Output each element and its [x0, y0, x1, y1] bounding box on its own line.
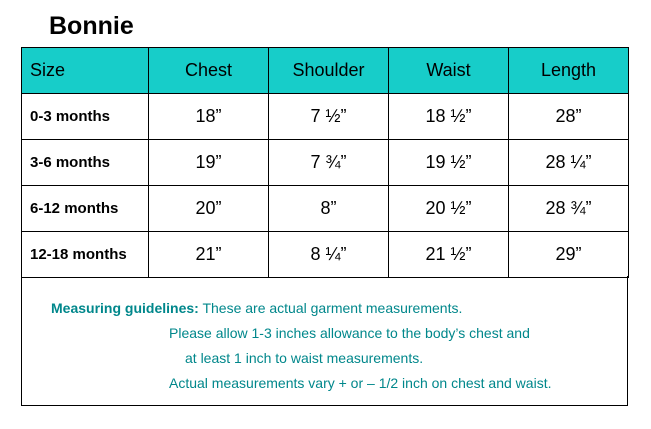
notes-line-3: at least 1 inch to waist measurements. — [185, 350, 424, 366]
page-title: Bonnie — [49, 12, 134, 40]
length-cell: 29” — [509, 232, 629, 278]
waist-cell: 18 ½” — [389, 94, 509, 140]
chest-cell: 19” — [149, 140, 269, 186]
notes-line-4: Actual measurements vary + or – 1/2 inch on chest and waist. — [169, 375, 552, 391]
length-cell: 28 ¾” — [509, 186, 629, 232]
chest-cell: 21” — [149, 232, 269, 278]
shoulder-cell: 7 ¾” — [269, 140, 389, 186]
header-waist: Waist — [389, 48, 509, 94]
table-row — [22, 186, 629, 232]
table-header-row — [22, 48, 629, 94]
shoulder-cell: 7 ½” — [269, 94, 389, 140]
measuring-notes-box — [21, 276, 628, 406]
header-size: Size — [22, 48, 149, 94]
size-cell: 0-3 months — [22, 94, 149, 140]
header-length: Length — [509, 48, 629, 94]
table-row — [22, 232, 629, 278]
length-cell: 28 ¼” — [509, 140, 629, 186]
shoulder-cell: 8” — [269, 186, 389, 232]
notes-text-1: These are actual garment measurements. — [198, 300, 463, 316]
header-chest: Chest — [149, 48, 269, 94]
waist-cell: 19 ½” — [389, 140, 509, 186]
header-shoulder: Shoulder — [269, 48, 389, 94]
notes-line-1 — [51, 300, 462, 316]
notes-label: Measuring guidelines: — [51, 300, 199, 316]
length-cell: 28” — [509, 94, 629, 140]
size-chart-table — [21, 47, 629, 278]
waist-cell: 20 ½” — [389, 186, 509, 232]
table-row — [22, 94, 629, 140]
size-cell: 3-6 months — [22, 140, 149, 186]
chest-cell: 20” — [149, 186, 269, 232]
chest-cell: 18” — [149, 94, 269, 140]
waist-cell: 21 ½” — [389, 232, 509, 278]
size-cell: 6-12 months — [22, 186, 149, 232]
size-cell: 12-18 months — [22, 232, 149, 278]
notes-line-2: Please allow 1-3 inches allowance to the body’s chest and — [169, 325, 530, 341]
table-row — [22, 140, 629, 186]
shoulder-cell: 8 ¼” — [269, 232, 389, 278]
